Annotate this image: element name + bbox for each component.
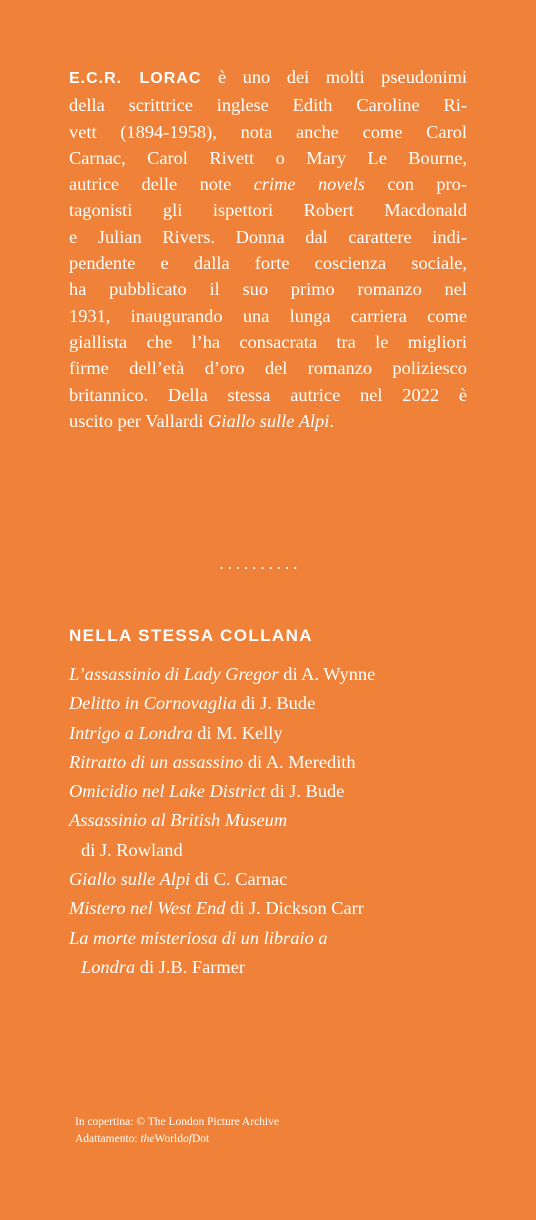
bio-line-13: uscito per Vallardi Giallo sulle Alpi. xyxy=(69,410,334,431)
brand-dot: Dot xyxy=(191,1133,210,1145)
bio-italic-crime-novels: crime novels xyxy=(253,174,365,195)
bio-line-11: firme dell’età d’oro del romanzo poliziesco xyxy=(69,358,467,379)
series-item: L’assassinio di Lady Gregor di A. Wynne xyxy=(69,664,376,684)
bio-line-9: 1931, inaugurando una lunga carriera come xyxy=(69,305,467,326)
bio-line-12: britannico. Della stessa autrice nel 2022 è xyxy=(69,384,467,405)
series-item-continuation: Londra di J.B. Farmer xyxy=(81,956,245,977)
bio-line-0: E.C.R. LORAC è uno dei molti pseudonimi xyxy=(69,67,467,87)
bio-line-8: ha pubblicato il suo primo romanzo nel xyxy=(69,279,467,300)
series-list xyxy=(69,660,489,982)
series-item: Ritratto di un assassino di A. Meredith xyxy=(69,751,356,772)
author-bio xyxy=(69,64,467,434)
bio-line-10: giallista che l’ha consacrata tra le migliori xyxy=(69,331,467,352)
series-item: Mistero nel West End di J. Dickson Carr xyxy=(69,898,364,919)
series-item: La morte misteriosa di un libraio a xyxy=(69,927,328,948)
cover-credit: In copertina: © The London Picture Archive xyxy=(75,1116,279,1128)
author-name: E.C.R. LORAC xyxy=(69,70,202,87)
series-item: Omicidio nel Lake District di J. Bude xyxy=(69,781,345,802)
series-item: Assassinio al British Museum xyxy=(69,810,288,831)
brand-world: World xyxy=(154,1133,183,1145)
brand-the: the xyxy=(140,1133,155,1145)
series-item: Delitto in Cornovaglia di J. Bude xyxy=(69,693,316,714)
series-heading: NELLA STESSA COLLANA xyxy=(69,626,313,645)
bio-line-2: vett (1894-1958), nota anche come Carol xyxy=(69,121,467,142)
bio-line-6: e Julian Rivers. Donna dal carattere indi- xyxy=(69,226,467,247)
bio-line-7: pendente e dalla forte coscienza sociale, xyxy=(69,253,467,274)
brand-of: of xyxy=(183,1133,192,1145)
series-item-continuation: di J. Rowland xyxy=(81,839,183,860)
credits xyxy=(75,1114,279,1148)
bio-line-5: tagonisti gli ispettori Robert Macdonald xyxy=(69,200,467,221)
bio-italic-book-title: Giallo sulle Alpi xyxy=(208,410,330,431)
adaptation-credit: Adattamento: theWorldofDot xyxy=(75,1133,210,1145)
dotted-divider: .......... xyxy=(219,553,302,573)
bio-line-3: Carnac, Carol Rivett o Mary Le Bourne, xyxy=(69,147,467,168)
series-item: Intrigo a Londra di M. Kelly xyxy=(69,722,283,743)
series-item: Giallo sulle Alpi di C. Carnac xyxy=(69,869,288,890)
bio-line-1: della scrittrice inglese Edith Caroline Ri- xyxy=(69,95,467,116)
bio-line-4: autrice delle note crime novels con pro- xyxy=(69,174,467,195)
